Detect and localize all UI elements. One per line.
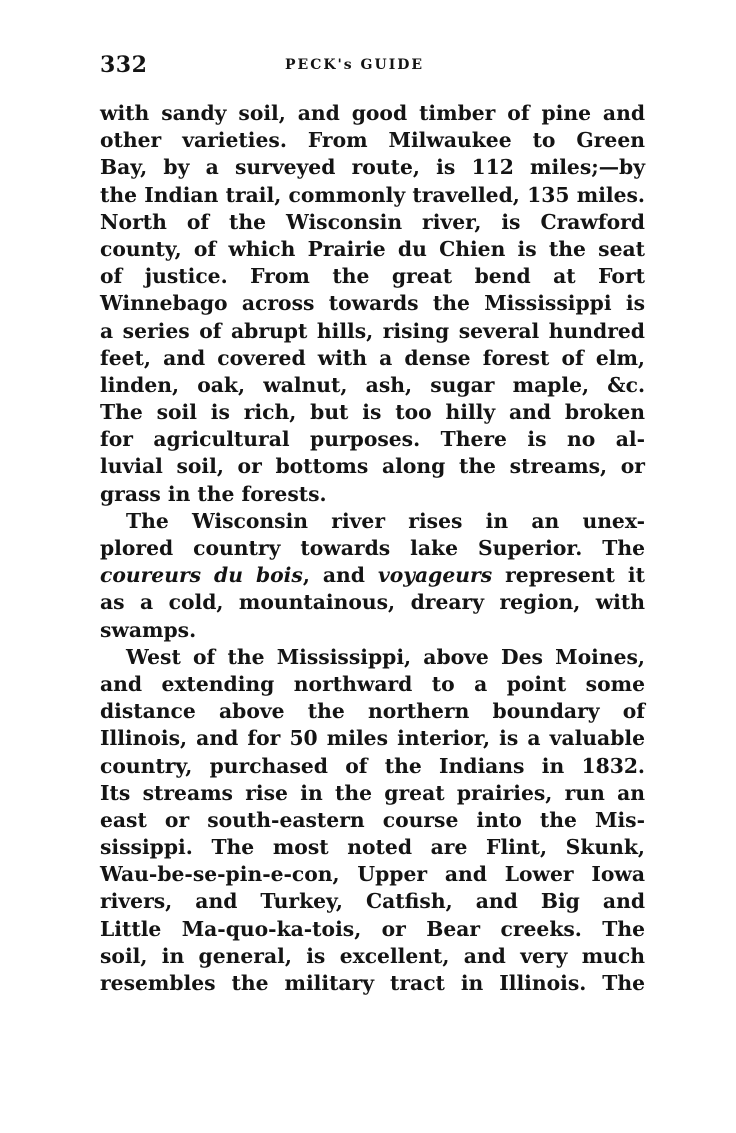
text-line: plored country towards lake Superior. The xyxy=(100,536,645,560)
text-line: Bay, by a surveyed route, is 112 miles;—by xyxy=(100,155,645,180)
text-line: Winnebago across towards the Mississippi is xyxy=(100,291,645,316)
italic-phrase: coureurs du bois xyxy=(100,563,303,588)
text-line: resembles the military tract in Illinois. The xyxy=(100,971,645,995)
book-page xyxy=(100,52,645,997)
text-line: linden, oak, walnut, ash, sugar maple, &c. xyxy=(100,372,645,397)
italic-phrase: voyageurs xyxy=(377,563,493,588)
text-line: and extending northward to a point some xyxy=(100,671,645,696)
text-line: grass in the forests. xyxy=(100,481,327,506)
text-line: east or south-eastern course into the Mis- xyxy=(100,807,645,832)
text-line: swamps. xyxy=(100,617,197,642)
text-line: sissippi. The most noted are Flint, Skunk, xyxy=(100,835,645,860)
text-fragment: , and xyxy=(302,563,378,588)
body-text xyxy=(100,100,645,997)
text-line: of justice. From the great bend at Fort xyxy=(100,264,645,289)
text-line: distance above the northern boundary of xyxy=(100,699,645,724)
text-fragment: represent it xyxy=(492,563,645,588)
text-line: Its streams rise in the great prairies, run an xyxy=(100,780,645,805)
text-line: a series of abrupt hills, rising several hundred xyxy=(100,318,645,343)
text-line: The Wisconsin river rises in an unex- xyxy=(126,508,645,533)
text-line: as a cold, mountainous, dreary region, with xyxy=(100,590,645,615)
text-line: rivers, and Turkey, Catfish, and Big and xyxy=(100,889,645,914)
text-line: The soil is rich, but is too hilly and broken xyxy=(100,400,645,425)
text-line: for agricultural purposes. There is no al- xyxy=(100,427,645,452)
text-line: with sandy soil, and good timber of pine and xyxy=(100,101,645,125)
text-line: Wau-be-se-pin-e-con, Upper and Lower Iowa xyxy=(100,862,645,887)
text-line: Little Ma-quo-ka-tois, or Bear creeks. The xyxy=(100,916,645,941)
text-line: the Indian trail, commonly travelled, 135 miles. xyxy=(100,182,645,207)
running-title: PECK's GUIDE xyxy=(285,57,425,73)
page-number: 332 xyxy=(100,52,148,78)
text-line: country, purchased of the Indians in 1832. xyxy=(100,753,645,778)
text-line: feet, and covered with a dense forest of elm, xyxy=(100,345,645,370)
text-line: other varieties. From Milwaukee to Green xyxy=(100,128,645,153)
text-line-mixed xyxy=(100,562,645,589)
text-line: county, of which Prairie du Chien is the seat xyxy=(100,236,645,261)
text-line: soil, in general, is excellent, and very much xyxy=(100,943,645,968)
running-head xyxy=(100,52,645,86)
text-line: North of the Wisconsin river, is Crawford xyxy=(100,209,645,234)
text-line: luvial soil, or bottoms along the streams, or xyxy=(100,454,645,479)
text-line: Illinois, and for 50 miles interior, is a valuable xyxy=(100,726,645,751)
text-line: West of the Mississippi, above Des Moines, xyxy=(126,644,645,669)
